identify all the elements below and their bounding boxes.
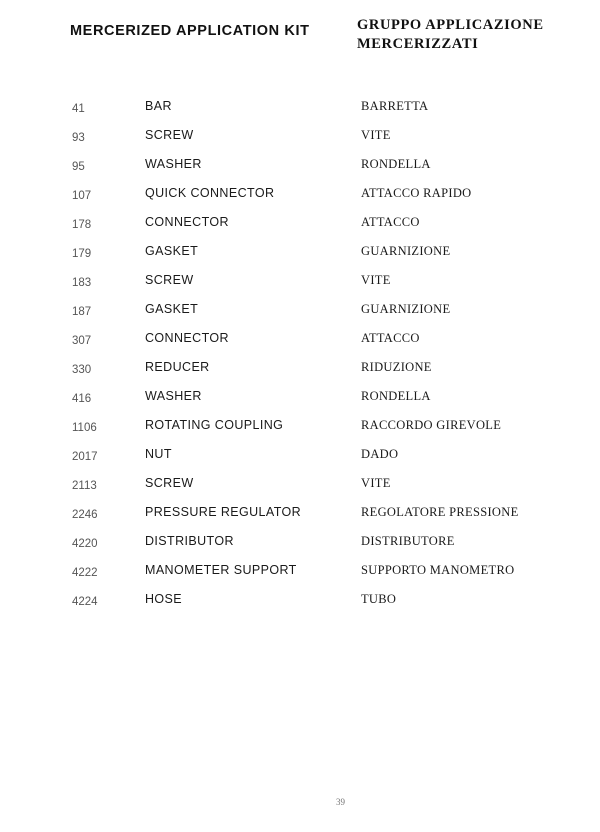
parts-row [0,502,600,531]
part-name-english: NUT [145,447,172,461]
part-name-english: QUICK CONNECTOR [145,186,275,200]
parts-row [0,212,600,241]
parts-row [0,241,600,270]
part-code: 41 [72,103,85,115]
title-italian-line2: MERCERIZZATI [357,36,479,52]
part-name-english: PRESSURE REGULATOR [145,505,302,519]
title-italian-line1: GRUPPO APPLICAZIONE [357,17,544,33]
parts-row [0,386,600,415]
part-code: 187 [72,306,92,318]
part-code: 2246 [72,509,98,521]
part-code: 4224 [72,596,98,608]
part-code: 4222 [72,567,98,579]
part-name-italian: SUPPORTO MANOMETRO [361,563,515,577]
parts-row [0,299,600,328]
part-name-english: CONNECTOR [145,331,229,345]
part-name-italian: GUARNIZIONE [361,302,451,316]
part-name-italian: RONDELLA [361,157,431,171]
part-name-italian: BARRETTA [361,99,429,113]
part-name-italian: DISTRIBUTORE [361,534,455,548]
part-code: 2017 [72,451,98,463]
part-name-english: WASHER [145,389,202,403]
part-code: 330 [72,364,92,376]
part-name-italian: RACCORDO GIREVOLE [361,418,502,432]
part-code: 2113 [72,480,97,492]
parts-row [0,270,600,299]
part-code: 183 [72,277,92,289]
parts-row [0,473,600,502]
part-name-italian: ATTACCO [361,331,420,345]
part-name-english: REDUCER [145,360,210,374]
part-name-english: ROTATING COUPLING [145,418,284,432]
parts-row [0,531,600,560]
part-name-italian: ATTACCO RAPIDO [361,186,472,200]
part-name-italian: RIDUZIONE [361,360,432,374]
parts-row [0,154,600,183]
parts-row [0,444,600,473]
parts-row [0,415,600,444]
part-name-italian: GUARNIZIONE [361,244,451,258]
part-name-english: GASKET [145,302,199,316]
parts-row [0,96,600,125]
part-name-english: WASHER [145,157,202,171]
part-name-english: BAR [145,99,172,113]
title-english: MERCERIZED APPLICATION KIT [70,23,310,39]
parts-list [0,96,600,618]
part-name-italian: REGOLATORE PRESSIONE [361,505,519,519]
part-code: 95 [72,161,85,173]
part-code: 93 [72,132,85,144]
part-name-italian: VITE [361,273,391,287]
parts-row [0,183,600,212]
part-code: 1106 [72,422,97,434]
part-name-italian: VITE [361,128,391,142]
part-name-italian: RONDELLA [361,389,431,403]
part-name-english: DISTRIBUTOR [145,534,234,548]
part-name-english: SCREW [145,273,194,287]
parts-row [0,589,600,618]
part-name-italian: VITE [361,476,391,490]
parts-row [0,125,600,154]
page-number: 39 [336,797,345,807]
part-name-english: MANOMETER SUPPORT [145,563,297,577]
part-code: 179 [72,248,92,260]
part-code: 416 [72,393,92,405]
part-name-italian: TUBO [361,592,397,606]
parts-row [0,357,600,386]
part-code: 307 [72,335,92,347]
part-code: 107 [72,190,92,202]
title-italian [357,16,577,54]
part-code: 4220 [72,538,98,550]
part-name-english: SCREW [145,476,194,490]
part-name-italian: DADO [361,447,399,461]
part-name-english: GASKET [145,244,199,258]
parts-row [0,560,600,589]
part-name-english: CONNECTOR [145,215,229,229]
part-code: 178 [72,219,92,231]
part-name-italian: ATTACCO [361,215,420,229]
part-name-english: SCREW [145,128,194,142]
part-name-english: HOSE [145,592,183,606]
parts-row [0,328,600,357]
